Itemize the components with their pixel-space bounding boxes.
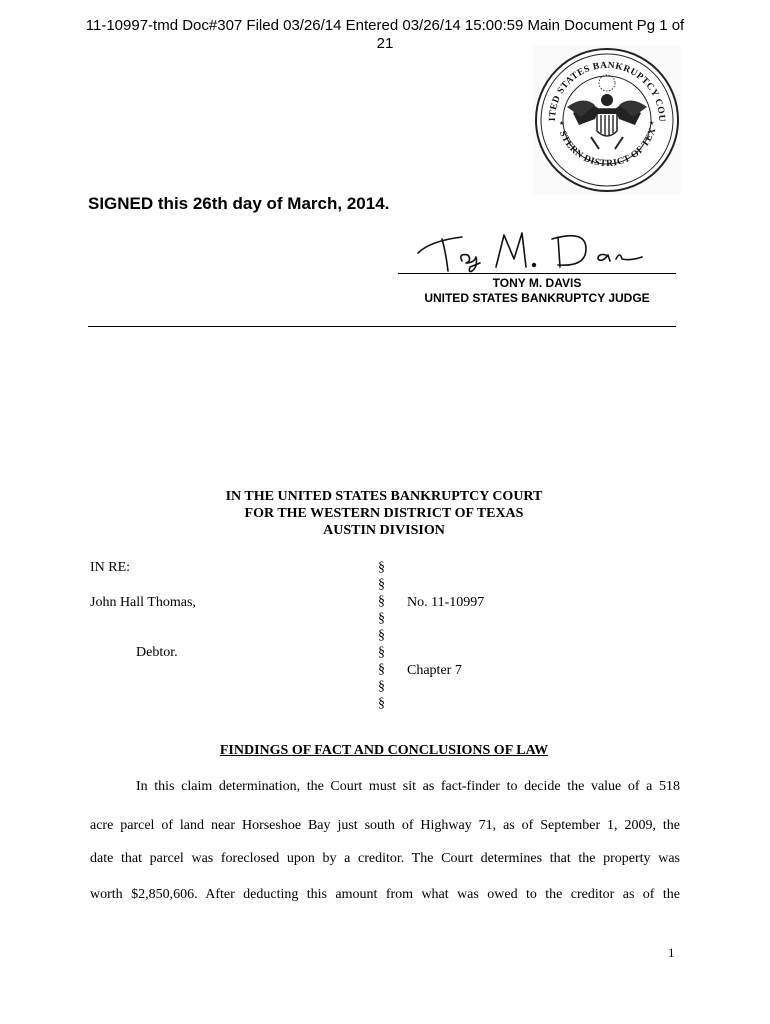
body-text-line: In this claim determination, the Court must sit as fact-finder to decide the value of a 518 [136, 779, 680, 794]
svg-text:★: ★ [559, 120, 565, 127]
court-heading-line: AUSTIN DIVISION [323, 523, 445, 538]
seal-bottom-text: STERN DISTRICT OF TEX [556, 126, 659, 170]
court-seal-icon [533, 45, 681, 195]
court-heading-line: IN THE UNITED STATES BANKRUPTCY COURT [225, 489, 543, 504]
separator-rule [88, 326, 676, 327]
page-number: 1 [668, 945, 675, 960]
section-symbol: § [378, 560, 385, 575]
body-text-line: acre parcel of land near Horseshoe Bay just south of Highway 71, as of September 1, 2009, the [90, 818, 680, 833]
caption-in-re: IN RE: [90, 560, 131, 575]
court-heading-line: FOR THE WESTERN DISTRICT OF TEXAS [244, 506, 524, 521]
svg-text:★: ★ [649, 120, 655, 127]
section-symbol: § [378, 679, 385, 694]
caption-party-role: Debtor. [136, 645, 178, 660]
body-text-line: date that parcel was foreclosed upon by a creditor. The Court determines that the property was [90, 851, 680, 866]
signed-date-line: SIGNED this 26th day of March, 2014. [88, 194, 390, 213]
signature-line [398, 273, 676, 274]
section-symbol: § [378, 645, 385, 660]
section-symbol: § [378, 662, 385, 677]
section-symbol: § [378, 594, 385, 609]
section-symbol: § [378, 696, 385, 711]
handwritten-signature-icon [410, 223, 650, 278]
section-symbol: § [378, 577, 385, 592]
case-number: No. 11-10997 [407, 595, 485, 610]
caption-party-name: John Hall Thomas, [90, 595, 196, 610]
chapter-label: Chapter 7 [407, 663, 462, 678]
seal-top-text: ITED STATES BANKRUPTCY COU [547, 60, 667, 123]
court-heading [88, 488, 680, 539]
caption-section-column [378, 559, 385, 712]
body-text-line: worth $2,850,606. After deducting this amount from what was owed to the creditor as of the [90, 887, 680, 902]
findings-heading: FINDINGS OF FACT AND CONCLUSIONS OF LAW [219, 743, 549, 758]
judge-title: UNITED STATES BANKRUPTCY JUDGE [424, 291, 650, 305]
docket-stamp-line: 11-10997-tmd Doc#307 Filed 03/26/14 Entered 03/26/14 15:00:59 Main Document Pg 1 of [85, 17, 685, 34]
section-symbol: § [378, 628, 385, 643]
judge-name: TONY M. DAVIS [492, 276, 582, 290]
section-symbol: § [378, 611, 385, 626]
docket-stamp-page-count: 21 [376, 35, 394, 52]
